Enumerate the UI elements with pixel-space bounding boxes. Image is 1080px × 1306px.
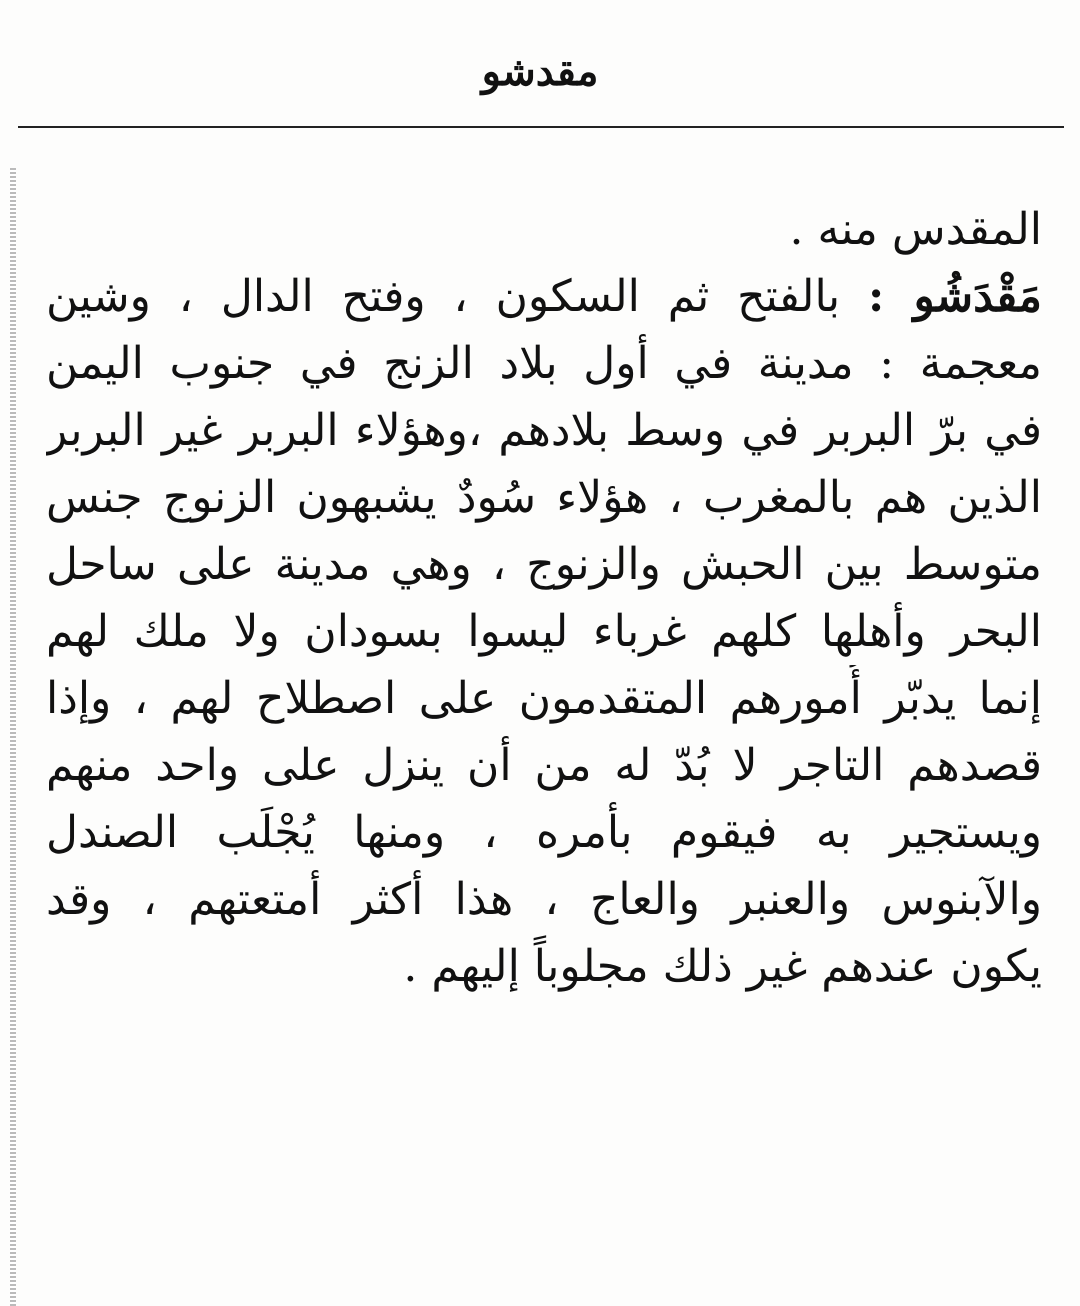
page-edge-shadow [10,168,16,1306]
text-line [46,799,1042,866]
text-line [46,531,1042,598]
headword: مَقْدَشُو : [868,271,1042,322]
text-line [46,263,1042,330]
line-text: إنما يدبّر أُمورهم المتقدمون على اصطلاح لهم ، وإذا [46,673,1042,724]
line-text: معجمة : مدينة في أول بلاد الزنج في جنوب اليمن [46,338,1042,389]
text-line [46,464,1042,531]
text-line [46,665,1042,732]
text-line [46,598,1042,665]
header-rule [18,126,1064,128]
text-line [46,330,1042,397]
line-text: قصدهم التاجر لا بُدّ له من أن ينزل على واحد منهم [46,740,1042,791]
line-text: يكون عندهم غير ذلك مجلوباً إليهم . [403,941,1042,992]
line-text: البحر وأهلها كلهم غرباء ليسوا بسودان ولا ملك لهم [46,606,1042,657]
line-text: في برّ البربر في وسط بلادهم ،وهؤلاء البربر غير البربر [46,405,1042,456]
line-text: الذين هم بالمغرب ، هؤلاء سُودٌ يشبهون الزنوج جنس [46,472,1042,523]
text-line [46,866,1042,933]
entry-text [46,196,1042,1000]
text-line [46,196,1042,263]
running-head: مقدشو [481,48,599,95]
text-line [46,397,1042,464]
text-line [46,732,1042,799]
line-text: المقدس منه . [789,204,1042,255]
line-text: والآبنوس والعنبر والعاج ، هذا أكثر أمتعتهم ، وقد [46,874,1042,925]
line-text: بالفتح ثم السكون ، وفتح الدال ، وشين [46,271,869,322]
line-text: متوسط بين الحبش والزنوج ، وهي مدينة على ساحل [46,539,1042,590]
text-line [46,933,1042,1000]
line-text: ويستجير به فيقوم بأمره ، ومنها يُجْلَب الصندل [46,807,1042,858]
